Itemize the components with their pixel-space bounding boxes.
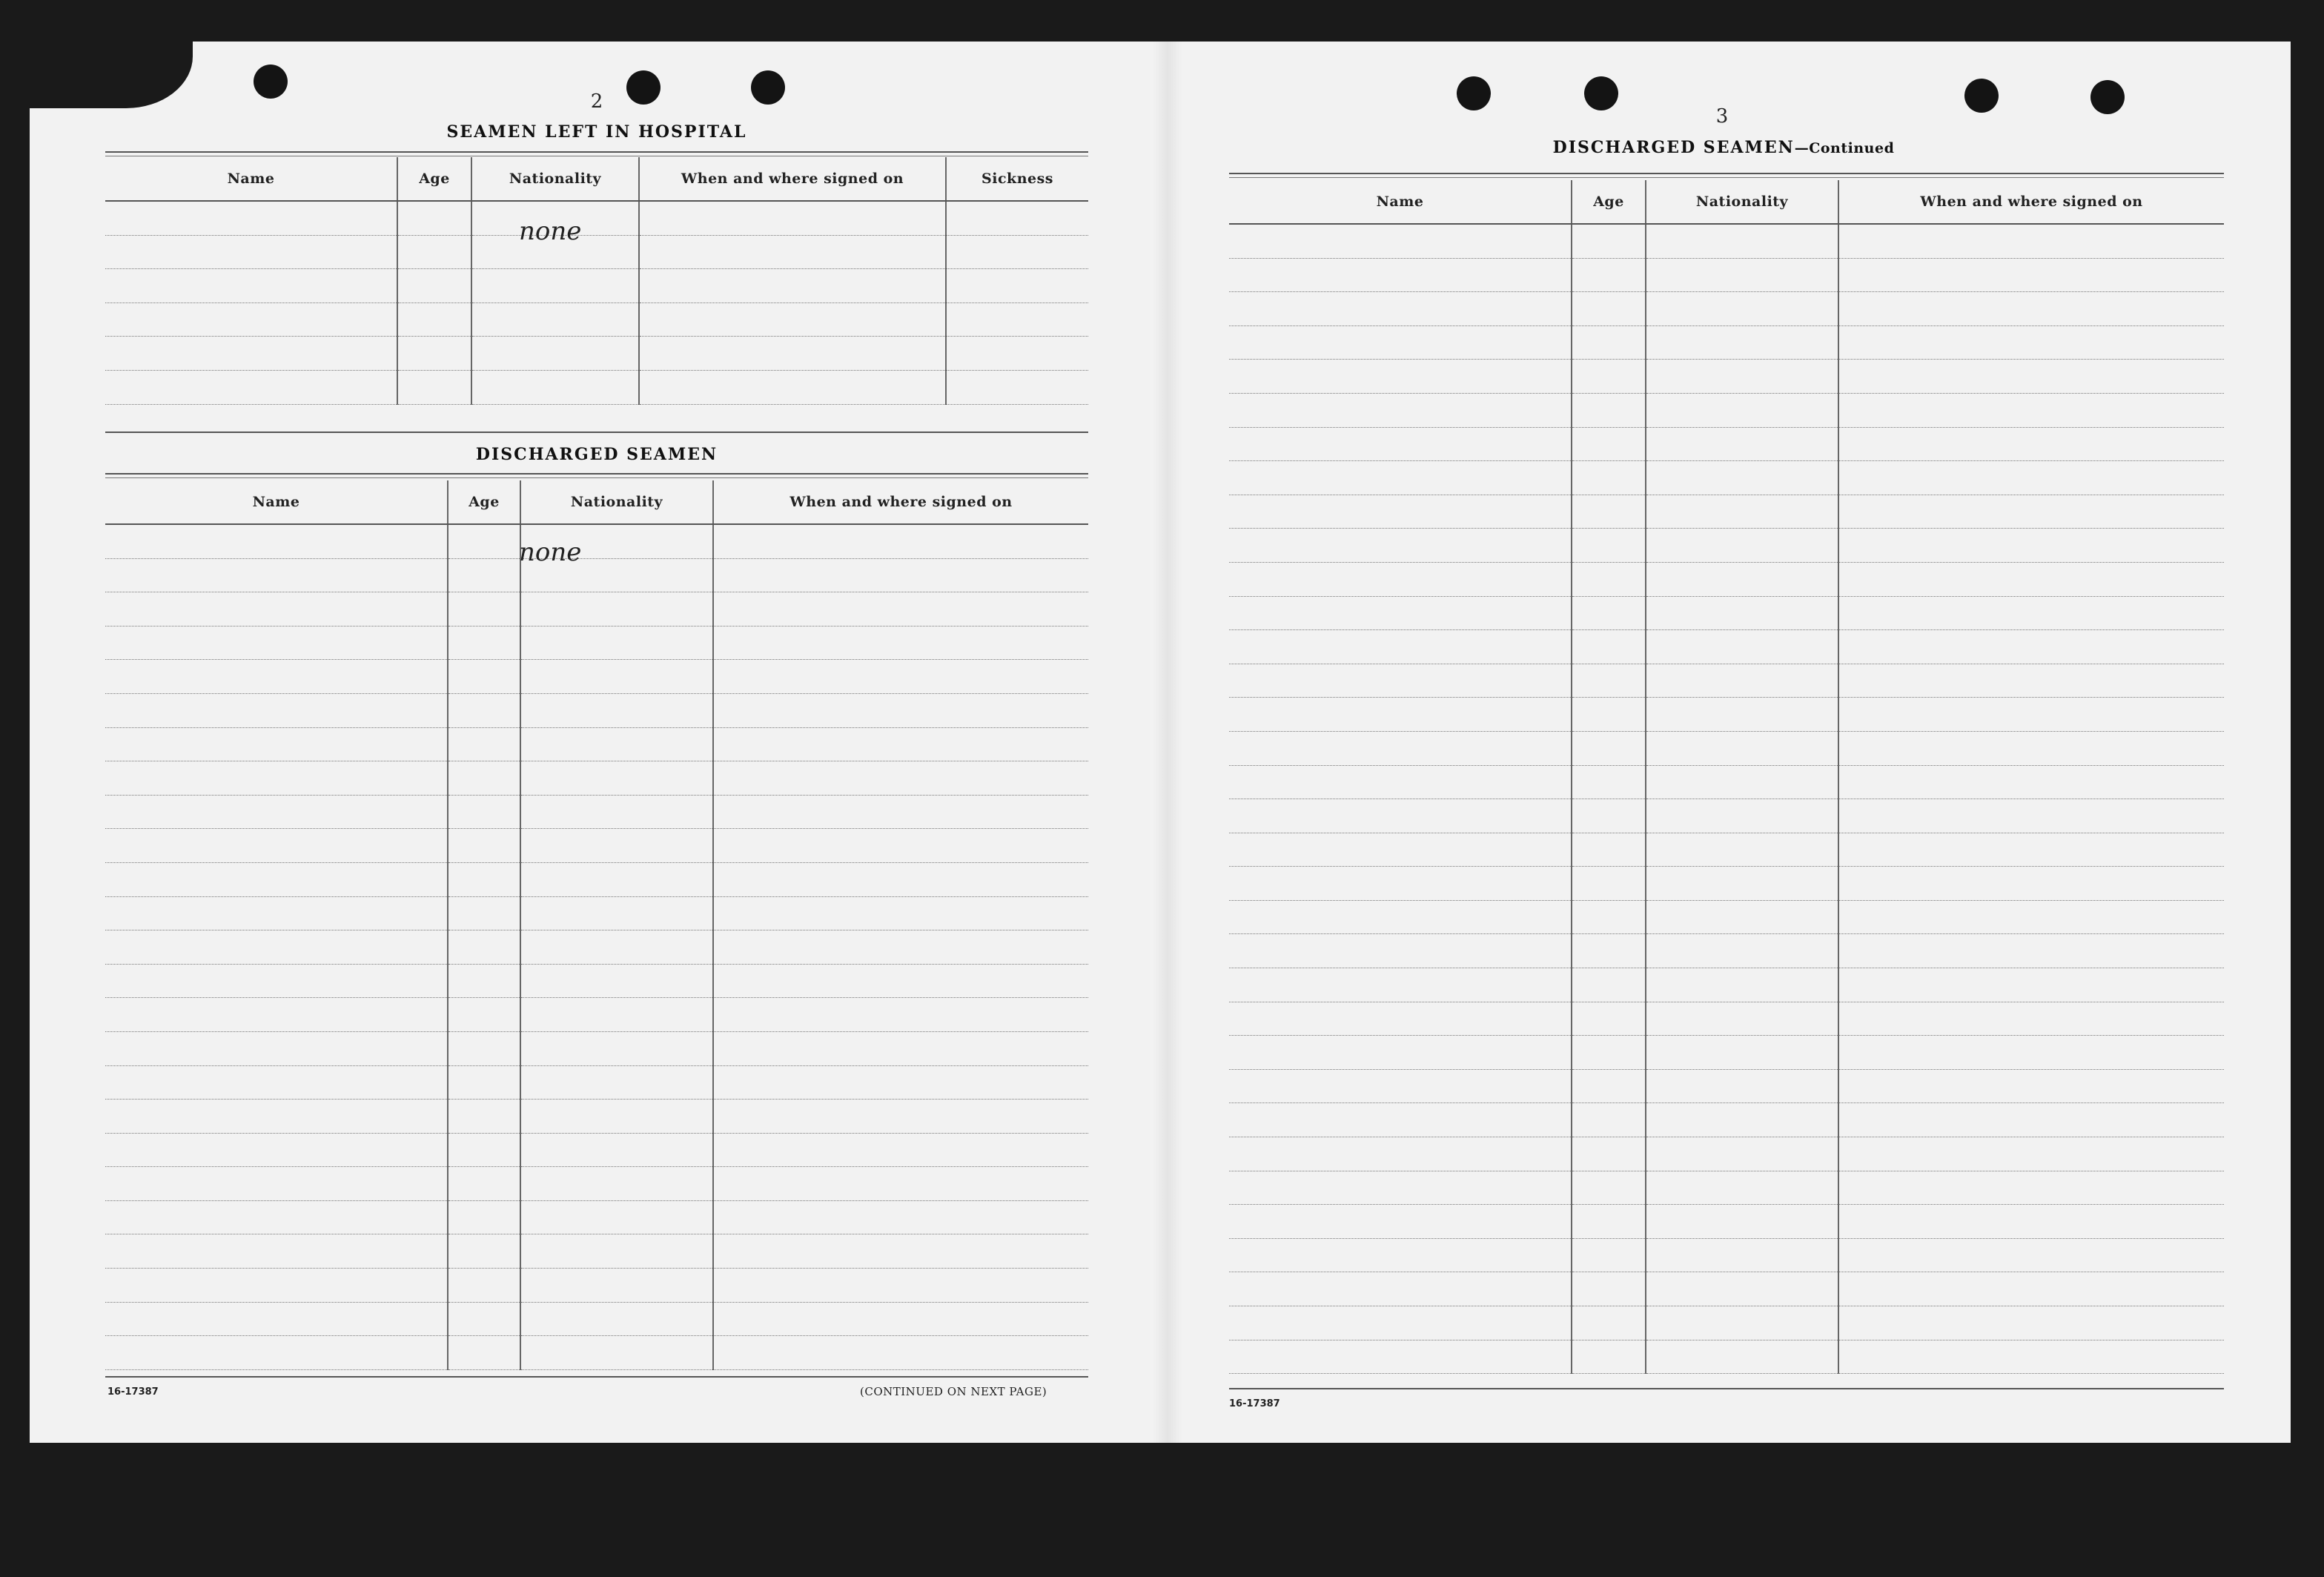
- discharged-continued-table: [1229, 180, 2224, 1374]
- right-bottom-rule: [1229, 1388, 2224, 1389]
- table-row: [1229, 934, 2224, 968]
- punch-hole: [751, 70, 785, 105]
- punch-hole: [1964, 79, 1999, 113]
- form-number-right: 16-17387: [1229, 1398, 1280, 1409]
- table-row: [1229, 664, 2224, 698]
- table-row: [105, 795, 1088, 829]
- hospital-bottom-rule: [105, 432, 1088, 433]
- table-row: [1229, 799, 2224, 833]
- table-row: [105, 1167, 1088, 1201]
- punch-hole: [2090, 80, 2125, 114]
- table-row: [1229, 1306, 2224, 1340]
- table-row: [105, 727, 1088, 761]
- table-row: [105, 829, 1088, 863]
- column-header-nationality: Nationality: [1646, 180, 1838, 224]
- table-row: [1229, 461, 2224, 495]
- table-row: [105, 269, 1088, 303]
- table-row: [105, 1031, 1088, 1065]
- table-row: [105, 626, 1088, 660]
- table-row: [1229, 596, 2224, 630]
- table-row: [105, 1200, 1088, 1234]
- table-row: [105, 896, 1088, 930]
- right-top-rule: [1229, 173, 2224, 178]
- column-header-signed-on: When and where signed on: [639, 157, 946, 201]
- table-row: [1229, 1069, 2224, 1103]
- table-row: [1229, 731, 2224, 765]
- table-row: [1229, 360, 2224, 394]
- table-row: [105, 1234, 1088, 1269]
- center-fold: [1153, 42, 1182, 1443]
- table-row: [1229, 1171, 2224, 1205]
- column-header-age: Age: [1572, 180, 1646, 224]
- table-row: [105, 592, 1088, 626]
- punch-hole: [626, 70, 661, 105]
- table-row: [1229, 393, 2224, 427]
- table-row: [1229, 833, 2224, 867]
- discharged-top-rule: [105, 473, 1088, 478]
- table-row: [1229, 698, 2224, 732]
- table-row: [1229, 630, 2224, 664]
- table-row: [105, 660, 1088, 694]
- table-row: [1229, 529, 2224, 563]
- table-row: [105, 524, 1088, 558]
- table-row: [1229, 968, 2224, 1002]
- punch-hole: [1584, 76, 1618, 110]
- column-header-age: Age: [448, 480, 520, 524]
- table-row: [1229, 427, 2224, 461]
- table-row: [1229, 325, 2224, 360]
- table-row: [1229, 495, 2224, 529]
- table-row: [1229, 1272, 2224, 1306]
- table-row: [105, 302, 1088, 337]
- table-row: [1229, 900, 2224, 934]
- column-header-nationality: Nationality: [471, 157, 639, 201]
- table-row: [105, 998, 1088, 1032]
- discharged-bottom-rule: [105, 1376, 1088, 1378]
- table-row: [1229, 224, 2224, 258]
- discharged-continued-title-main: DISCHARGED SEAMEN: [1552, 138, 1795, 157]
- column-header-age: Age: [397, 157, 471, 201]
- table-row: [105, 1100, 1088, 1134]
- table-row: [1229, 1103, 2224, 1137]
- column-header-name: Name: [1229, 180, 1572, 224]
- table-row: [105, 1302, 1088, 1336]
- table-row: [1229, 1036, 2224, 1070]
- column-header-signed-on: When and where signed on: [1838, 180, 2224, 224]
- table-row: [105, 1336, 1088, 1370]
- table-row: [105, 862, 1088, 896]
- punch-hole: [254, 65, 288, 99]
- column-header-name: Name: [105, 480, 448, 524]
- hospital-section-title: SEAMEN LEFT IN HOSPITAL: [446, 122, 747, 142]
- handwritten-entry-discharged: none: [519, 538, 582, 567]
- table-row: [105, 558, 1088, 592]
- table-row: [1229, 765, 2224, 799]
- discharged-section-title: DISCHARGED SEAMEN: [475, 445, 718, 464]
- discharged-table: [105, 480, 1088, 1370]
- handwritten-entry-hospital: none: [519, 216, 582, 246]
- hospital-table: [105, 157, 1088, 405]
- table-row: [1229, 562, 2224, 596]
- column-header-nationality: Nationality: [520, 480, 713, 524]
- column-header-name: Name: [105, 157, 397, 201]
- table-row: [105, 1269, 1088, 1303]
- table-row: [105, 930, 1088, 965]
- table-row: [1229, 1002, 2224, 1036]
- discharged-continued-title: [1490, 138, 1957, 157]
- discharged-continued-title-suffix: —Continued: [1794, 140, 1895, 156]
- table-row: [105, 370, 1088, 404]
- table-row: [1229, 1340, 2224, 1374]
- table-row: [105, 1133, 1088, 1167]
- table-row: [1229, 258, 2224, 292]
- table-row: [1229, 1238, 2224, 1272]
- continued-note: (CONTINUED ON NEXT PAGE): [860, 1385, 1047, 1398]
- form-number-left: 16-17387: [107, 1386, 159, 1398]
- column-header-sickness: Sickness: [946, 157, 1088, 201]
- table-row: [1229, 292, 2224, 326]
- hospital-top-rule: [105, 151, 1088, 156]
- table-row: [105, 337, 1088, 371]
- page-number-left: 2: [590, 90, 603, 113]
- table-row: [1229, 867, 2224, 901]
- page-number-right: 3: [1715, 105, 1729, 128]
- table-row: [1229, 1205, 2224, 1239]
- table-row: [105, 1065, 1088, 1100]
- table-row: [1229, 1137, 2224, 1171]
- table-row: [105, 235, 1088, 269]
- table-row: [105, 201, 1088, 235]
- column-header-signed-on: When and where signed on: [713, 480, 1088, 524]
- table-row: [105, 761, 1088, 796]
- table-row: [105, 693, 1088, 727]
- punch-hole: [1457, 76, 1491, 110]
- table-row: [105, 964, 1088, 998]
